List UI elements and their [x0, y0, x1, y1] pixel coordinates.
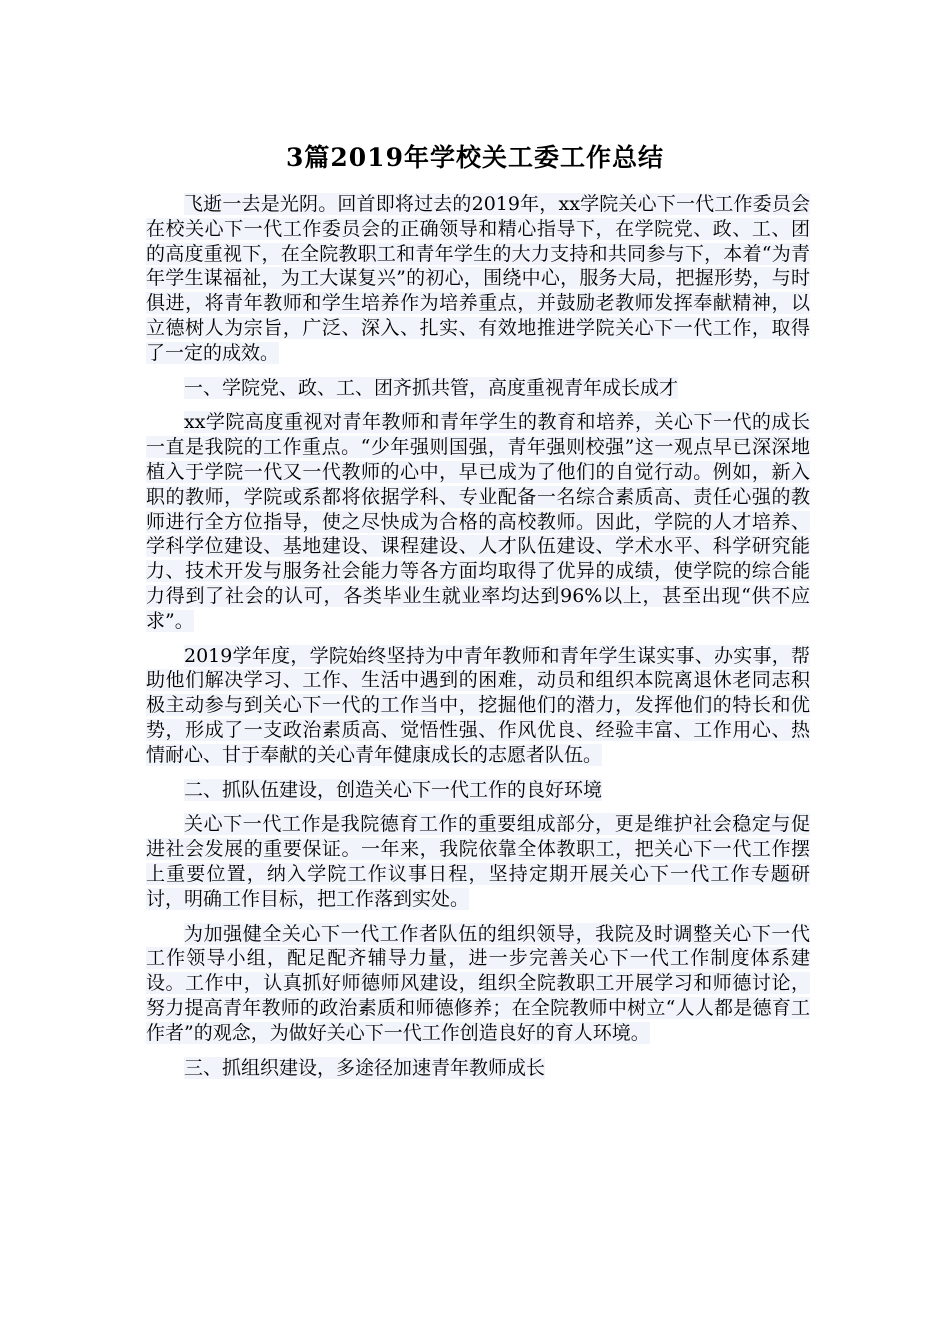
paragraph-section2-a: [146, 812, 810, 911]
paragraph-text: 飞逝一去是光阴。回首即将过去的2019年，xx学院关心下一代工作委员会在校关心下一代工作委员会的正确领导和精心指导下，在学院党、政、工、团的高度重视下，在全院教职工和青年学生的大力支持和共同参与下，本着“为青年学生谋福祉，为工大谋复兴”的初心，围绕中心，服务大局，把握形势，与时俱进，将青年教师和学生培养作为培养重点，并鼓励老教师发挥奉献精神，以立德树人为宗旨，广泛、深入、扎实、有效地推进学院关心下一代工作，取得了一定的成效。: [146, 193, 810, 364]
paragraph-intro: [146, 192, 810, 366]
paragraph-text: 为加强健全关心下一代工作者队伍的组织领导，我院及时调整关心下一代工作领导小组，配足配齐辅导力量，进一步完善关心下一代工作制度体系建设。工作中，认真抓好师德师风建设，组织全院教职工开展学习和师德讨论，努力提高青年教师的政治素质和师德修养；在全院教师中树立“人人都是德育工作者”的观念，为做好关心下一代工作创造良好的育人环境。: [146, 922, 810, 1044]
heading-text: 一、学院党、政、工、团齐抓共管，高度重视青年成长成才: [184, 376, 679, 399]
paragraph-section1-a: [146, 410, 810, 633]
paragraph-text: xx学院高度重视对青年教师和青年学生的教育和培养，关心下一代的成长一直是我院的工作重点。“少年强则国强，青年强则校强”这一观点早已深深地植入于学院一代又一代教师的心中，早已成为了他们的自觉行动。例如，新入职的教师，学院或系都将依据学科、专业配备一名综合素质高、责任心强的教师进行全方位指导，使之尽快成为合格的高校教师。因此，学院的人才培养、学科学位建设、基地建设、课程建设、人才队伍建设、学术水平、科学研究能力、技术开发与服务社会能力等各方面均取得了优异的成绩，使学院的综合能力得到了社会的认可，各类毕业生就业率均达到96%以上，甚至出现“供不应求”。: [146, 411, 810, 632]
section-heading-1: [146, 376, 810, 401]
paragraph-text: 关心下一代工作是我院德育工作的重要组成部分，更是维护社会稳定与促进社会发展的重要保证。一年来，我院依靠全体教职工，把关心下一代工作摆上重要位置，纳入学院工作议事日程，坚持定期开展关心下一代工作专题研讨，明确工作目标，把工作落到实处。: [146, 813, 810, 910]
document-body: [146, 192, 810, 1090]
section-heading-2: [146, 778, 810, 803]
heading-text: 三、抓组织建设，多途径加速青年教师成长: [184, 1056, 546, 1079]
paragraph-section2-b: [146, 922, 810, 1046]
document-title: 3篇2019年学校关工委工作总结: [286, 143, 664, 172]
paragraph-text: 2019学年度，学院始终坚持为中青年教师和青年学生谋实事、办实事，帮助他们解决学习、工作、生活中遇到的困难，动员和组织本院离退休老同志积极主动参与到关心下一代的工作当中，挖掘他们的潜力，发挥他们的特长和优势，形成了一支政治素质高、觉悟性强、作风优良、经验丰富、工作用心、热情耐心、甘于奉献的关心青年健康成长的志愿者队伍。: [146, 644, 810, 766]
paragraph-section1-b: [146, 644, 810, 768]
heading-text: 二、抓队伍建设，创造关心下一代工作的良好环境: [184, 778, 603, 801]
section-heading-3: [146, 1056, 810, 1081]
